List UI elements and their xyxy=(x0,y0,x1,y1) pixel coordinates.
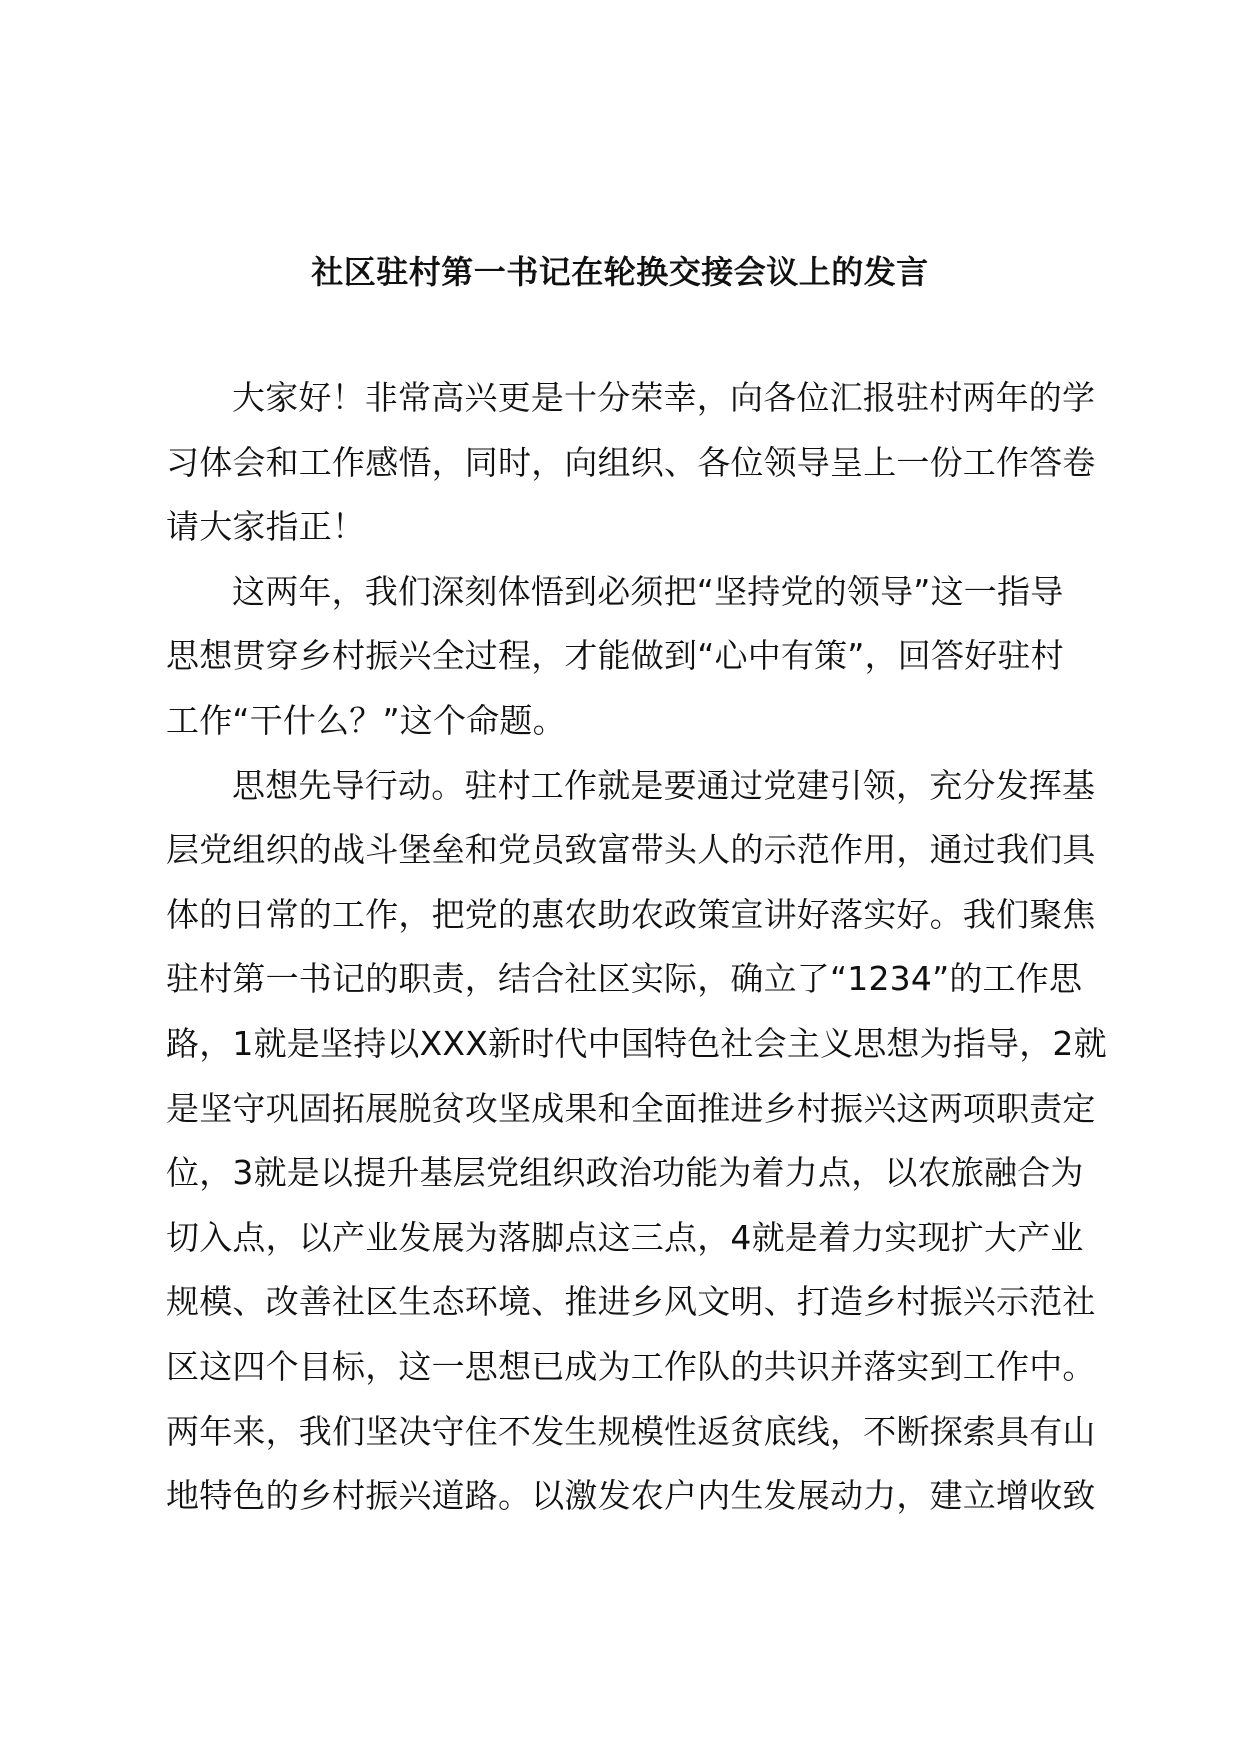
text-line: 地特色的乡村振兴道路。以激发农户内生发展动力，建立增收致 xyxy=(166,1476,1096,1516)
text-line: 这两年，我们深刻体悟到必须把“坚持党的领导”这一指导 xyxy=(232,571,1064,611)
text-line: 区这四个目标，这一思想已成为工作队的共识并落实到工作中。 xyxy=(166,1346,1096,1386)
text-line: 大家好！非常高兴更是十分荣幸，向各位汇报驻村两年的学 xyxy=(232,378,1096,417)
text-line: 习体会和工作感悟，同时，向组织、各位领导呈上一份工作答卷 xyxy=(166,442,1096,482)
document-body xyxy=(166,366,1106,1529)
text-line: 工作“干什么？”这个命题。 xyxy=(166,700,566,740)
text-line: 驻村第一书记的职责，结合社区实际，确立了“1234”的工作思 xyxy=(166,959,1083,999)
document-title: 社区驻村第一书记在轮换交接会议上的发言 xyxy=(311,253,929,291)
text-line: 请大家指正！ xyxy=(166,507,366,547)
text-line: 位，3就是以提升基层党组织政治功能为着力点，以农旅融合为 xyxy=(166,1153,1084,1193)
text-line: 思想先导行动。驻村工作就是要通过党建引领，充分发挥基 xyxy=(232,765,1096,805)
text-line: 规模、改善社区生态环境、推进乡风文明、打造乡村振兴示范社 xyxy=(166,1282,1096,1322)
text-line: 思想贯穿乡村振兴全过程，才能做到“心中有策”，回答好驻村 xyxy=(166,636,1064,676)
text-line: 是坚守巩固拓展脱贫攻坚成果和全面推进乡村振兴这两项职责定 xyxy=(166,1088,1096,1128)
text-line: 切入点，以产业发展为落脚点这三点，4就是着力实现扩大产业 xyxy=(166,1217,1084,1257)
text-line: 两年来，我们坚决守住不发生规模性返贫底线，不断探索具有山 xyxy=(166,1411,1096,1451)
text-line: 路，1就是坚持以XXX新时代中国特色社会主义思想为指导，2就 xyxy=(166,1023,1107,1063)
text-line: 层党组织的战斗堡垒和党员致富带头人的示范作用，通过我们具 xyxy=(166,830,1096,870)
text-line: 体的日常的工作，把党的惠农助农政策宣讲好落实好。我们聚焦 xyxy=(166,894,1096,934)
